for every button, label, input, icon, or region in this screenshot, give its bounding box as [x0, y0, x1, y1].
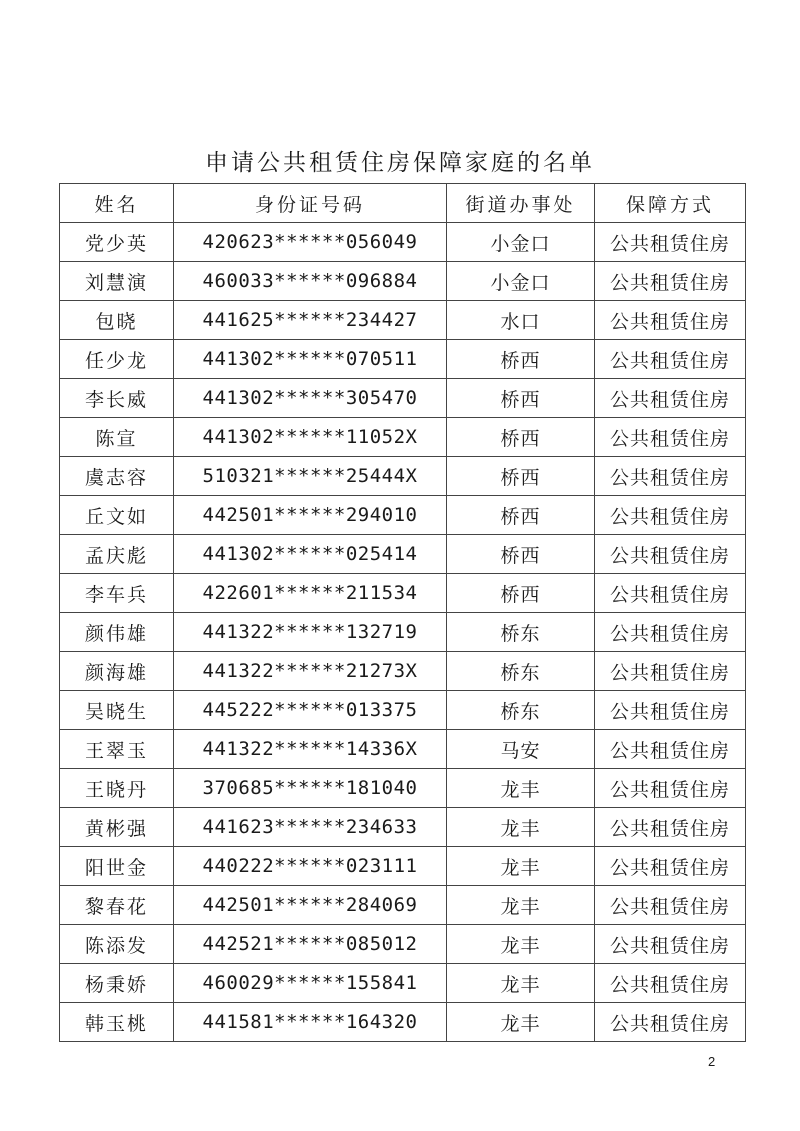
table-row [60, 847, 746, 886]
cell-method: 公共租赁住房 [595, 964, 746, 1003]
cell-name: 王翠玉 [60, 730, 174, 769]
table-row [60, 340, 746, 379]
cell-id-number: 460029******155841 [174, 964, 447, 1003]
cell-name: 黄彬强 [60, 808, 174, 847]
table-row [60, 379, 746, 418]
cell-id-number: 441581******164320 [174, 1003, 447, 1042]
table-row [60, 613, 746, 652]
cell-office: 龙丰 [447, 808, 595, 847]
table-row [60, 925, 746, 964]
cell-id-number: 441322******21273X [174, 652, 447, 691]
cell-method: 公共租赁住房 [595, 808, 746, 847]
cell-id-number: 441302******305470 [174, 379, 447, 418]
cell-id-number: 420623******056049 [174, 223, 447, 262]
cell-name: 颜伟雄 [60, 613, 174, 652]
cell-method: 公共租赁住房 [595, 886, 746, 925]
cell-method: 公共租赁住房 [595, 574, 746, 613]
household-table [59, 183, 746, 1042]
cell-method: 公共租赁住房 [595, 457, 746, 496]
cell-office: 龙丰 [447, 769, 595, 808]
cell-id-number: 441623******234633 [174, 808, 447, 847]
cell-name: 韩玉桃 [60, 1003, 174, 1042]
cell-id-number: 441322******132719 [174, 613, 447, 652]
cell-name: 颜海雄 [60, 652, 174, 691]
cell-office: 桥西 [447, 457, 595, 496]
table-row [60, 535, 746, 574]
header-method: 保障方式 [595, 184, 746, 223]
table-row [60, 691, 746, 730]
cell-id-number: 441625******234427 [174, 301, 447, 340]
cell-office: 桥东 [447, 652, 595, 691]
cell-method: 公共租赁住房 [595, 496, 746, 535]
table-row [60, 886, 746, 925]
cell-name: 任少龙 [60, 340, 174, 379]
cell-name: 丘文如 [60, 496, 174, 535]
cell-method: 公共租赁住房 [595, 769, 746, 808]
cell-method: 公共租赁住房 [595, 262, 746, 301]
cell-id-number: 442501******294010 [174, 496, 447, 535]
cell-office: 小金口 [447, 223, 595, 262]
cell-name: 吴晓生 [60, 691, 174, 730]
cell-office: 桥东 [447, 691, 595, 730]
cell-method: 公共租赁住房 [595, 379, 746, 418]
cell-name: 黎春花 [60, 886, 174, 925]
cell-office: 龙丰 [447, 964, 595, 1003]
cell-name: 阳世金 [60, 847, 174, 886]
cell-id-number: 440222******023111 [174, 847, 447, 886]
cell-office: 龙丰 [447, 1003, 595, 1042]
cell-office: 桥西 [447, 379, 595, 418]
header-id-number: 身份证号码 [174, 184, 447, 223]
cell-name: 杨秉娇 [60, 964, 174, 1003]
cell-method: 公共租赁住房 [595, 1003, 746, 1042]
cell-office: 桥西 [447, 418, 595, 457]
cell-method: 公共租赁住房 [595, 691, 746, 730]
cell-id-number: 445222******013375 [174, 691, 447, 730]
cell-method: 公共租赁住房 [595, 847, 746, 886]
cell-office: 桥西 [447, 340, 595, 379]
cell-id-number: 510321******25444X [174, 457, 447, 496]
table-row [60, 769, 746, 808]
cell-name: 李长威 [60, 379, 174, 418]
cell-id-number: 370685******181040 [174, 769, 447, 808]
cell-id-number: 441302******11052X [174, 418, 447, 457]
table-row [60, 808, 746, 847]
cell-id-number: 422601******211534 [174, 574, 447, 613]
cell-method: 公共租赁住房 [595, 652, 746, 691]
cell-name: 党少英 [60, 223, 174, 262]
cell-office: 马安 [447, 730, 595, 769]
cell-office: 桥西 [447, 574, 595, 613]
table-row [60, 652, 746, 691]
cell-method: 公共租赁住房 [595, 535, 746, 574]
cell-name: 包晓 [60, 301, 174, 340]
cell-name: 虞志容 [60, 457, 174, 496]
cell-id-number: 441322******14336X [174, 730, 447, 769]
table-row [60, 301, 746, 340]
table-row [60, 457, 746, 496]
table-row [60, 1003, 746, 1042]
cell-name: 孟庆彪 [60, 535, 174, 574]
cell-id-number: 441302******025414 [174, 535, 447, 574]
cell-method: 公共租赁住房 [595, 223, 746, 262]
cell-method: 公共租赁住房 [595, 613, 746, 652]
page-title: 申请公共租赁住房保障家庭的名单 [205, 150, 595, 176]
table-header-row [60, 184, 746, 223]
cell-name: 王晓丹 [60, 769, 174, 808]
cell-office: 桥西 [447, 496, 595, 535]
cell-name: 陈宣 [60, 418, 174, 457]
table-row [60, 496, 746, 535]
cell-office: 桥西 [447, 535, 595, 574]
table-row [60, 223, 746, 262]
header-name: 姓名 [60, 184, 174, 223]
header-office: 街道办事处 [447, 184, 595, 223]
cell-id-number: 442501******284069 [174, 886, 447, 925]
cell-id-number: 442521******085012 [174, 925, 447, 964]
cell-id-number: 460033******096884 [174, 262, 447, 301]
cell-name: 陈添发 [60, 925, 174, 964]
table-row [60, 418, 746, 457]
table-row [60, 262, 746, 301]
table-row [60, 730, 746, 769]
cell-method: 公共租赁住房 [595, 418, 746, 457]
cell-method: 公共租赁住房 [595, 925, 746, 964]
cell-office: 龙丰 [447, 886, 595, 925]
cell-method: 公共租赁住房 [595, 730, 746, 769]
page-number: 2 [708, 1054, 716, 1069]
cell-office: 水口 [447, 301, 595, 340]
cell-office: 龙丰 [447, 847, 595, 886]
table-row [60, 964, 746, 1003]
cell-office: 小金口 [447, 262, 595, 301]
cell-office: 龙丰 [447, 925, 595, 964]
cell-id-number: 441302******070511 [174, 340, 447, 379]
cell-name: 李车兵 [60, 574, 174, 613]
cell-method: 公共租赁住房 [595, 340, 746, 379]
cell-name: 刘慧演 [60, 262, 174, 301]
cell-method: 公共租赁住房 [595, 301, 746, 340]
table-row [60, 574, 746, 613]
cell-office: 桥东 [447, 613, 595, 652]
